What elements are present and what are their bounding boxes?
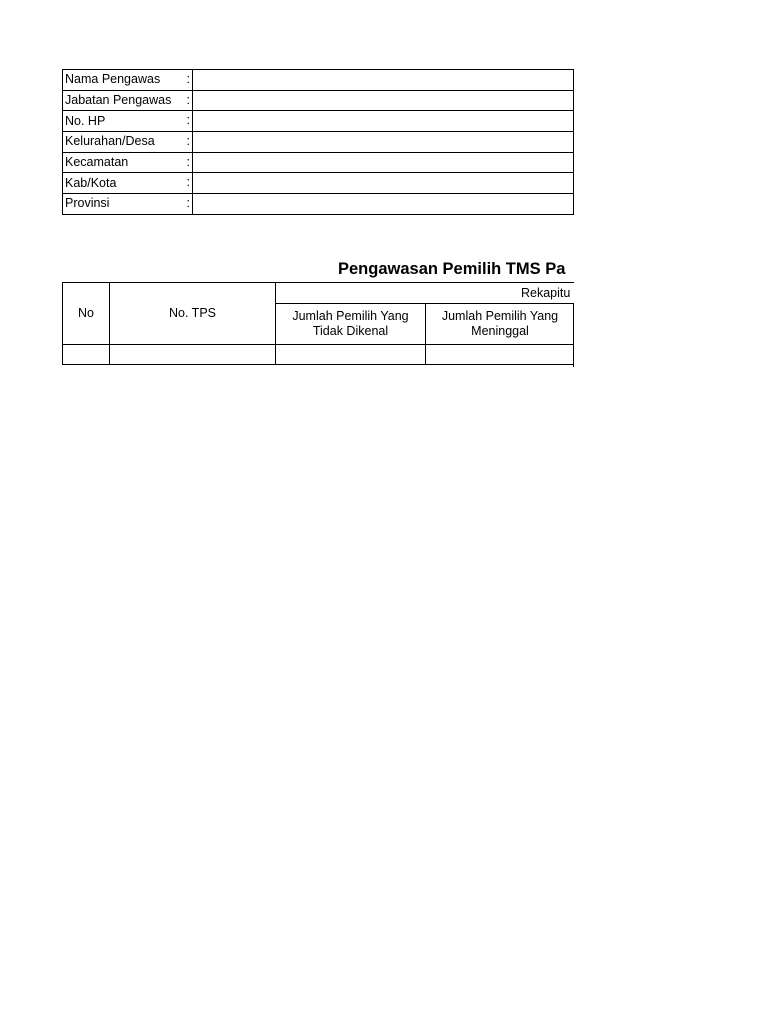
col-header-no-tps: No. TPS: [110, 283, 276, 345]
info-row-kecamatan: [63, 152, 574, 173]
cell-tidak-dikenal[interactable]: [276, 345, 426, 365]
cell-no-tps[interactable]: [110, 345, 276, 365]
cell-no[interactable]: [63, 345, 110, 365]
info-row-jabatan-pengawas: [63, 90, 574, 111]
field-label-nama-pengawas: Nama Pengawas: [65, 72, 161, 87]
jabatan-pengawas-field[interactable]: [193, 90, 574, 111]
col-header-tidak-dikenal: Jumlah Pemilih Yang Tidak Dikenal: [276, 304, 426, 345]
field-colon: :: [186, 196, 190, 211]
kelurahan-desa-field[interactable]: [193, 132, 574, 153]
info-label-cell: [63, 173, 193, 194]
info-label-cell: [63, 70, 193, 91]
cell-meninggal[interactable]: [426, 345, 575, 365]
tms-voter-table: [62, 282, 574, 365]
kecamatan-field[interactable]: [193, 152, 574, 173]
col-header-no: No: [63, 283, 110, 345]
field-label-jabatan-pengawas: Jabatan Pengawas: [65, 93, 172, 108]
table-row: [63, 345, 575, 365]
no-hp-field[interactable]: [193, 111, 574, 132]
field-label-provinsi: Provinsi: [65, 196, 110, 211]
report-table-viewport: [62, 282, 574, 367]
field-label-kab-kota: Kab/Kota: [65, 175, 117, 190]
field-colon: :: [186, 175, 190, 190]
info-label-cell: [63, 152, 193, 173]
field-colon: :: [186, 154, 190, 169]
info-label-cell: [63, 132, 193, 153]
info-label-cell: [63, 194, 193, 215]
field-colon: :: [186, 72, 190, 86]
info-row-kelurahan-desa: [63, 132, 574, 153]
supervisor-info-table: [62, 69, 574, 215]
field-colon: :: [186, 113, 190, 128]
info-row-nama-pengawas: [63, 70, 574, 91]
report-title: Pengawasan Pemilih TMS Pa: [338, 260, 566, 278]
info-label-cell: [63, 111, 193, 132]
col-header-meninggal: Jumlah Pemilih Yang Meninggal: [426, 304, 575, 345]
field-colon: :: [186, 92, 190, 107]
table-header-row: [63, 283, 575, 304]
nama-pengawas-field[interactable]: [193, 70, 574, 91]
col-header-rekapitulasi: Rekapitu: [276, 283, 575, 304]
info-row-provinsi: [63, 194, 574, 215]
info-row-no-hp: [63, 111, 574, 132]
field-label-kecamatan: Kecamatan: [65, 155, 129, 170]
field-label-kelurahan-desa: Kelurahan/Desa: [65, 134, 155, 149]
info-row-kab-kota: [63, 173, 574, 194]
provinsi-field[interactable]: [193, 194, 574, 215]
column-divider-line: [573, 303, 574, 367]
field-label-no-hp: No. HP: [65, 113, 106, 128]
field-colon: :: [186, 134, 190, 149]
info-label-cell: [63, 90, 193, 111]
kab-kota-field[interactable]: [193, 173, 574, 194]
